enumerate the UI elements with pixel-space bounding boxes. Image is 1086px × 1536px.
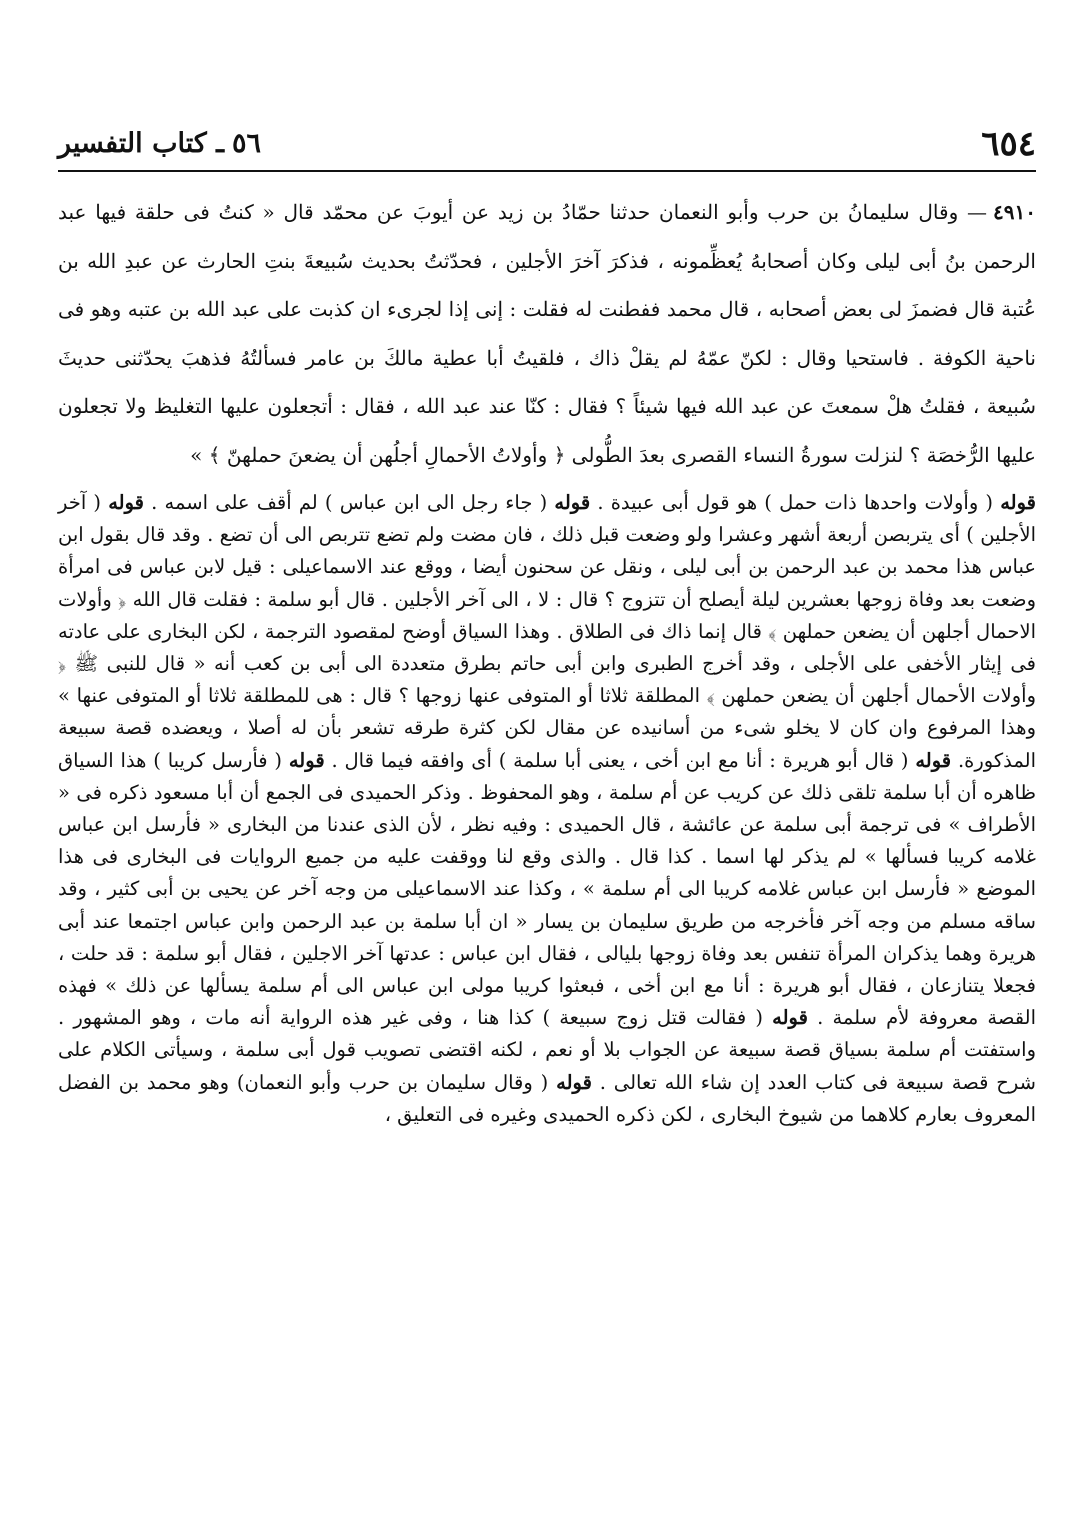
hadith-text-block: [58, 188, 1036, 479]
commentary-lead: قوله: [915, 748, 952, 772]
hadith-number: ٤٩١٠: [993, 200, 1036, 224]
commentary-text: ( قال أبو هريرة : أنا مع ابن أخى ، يعنى أبا سلمة ) أى وافقه فيما قال .: [324, 748, 916, 772]
running-title: [58, 128, 261, 159]
commentary-text: ( وأولات واحدها ذات حمل ) هو قول أبى عبيدة .: [590, 491, 1001, 514]
commentary-lead: قوله: [772, 1006, 808, 1030]
commentary-lead: قوله: [288, 748, 325, 772]
commentary-text: ( جاء رجل الى ابن عباس ) لم أقف على اسمه .: [144, 491, 555, 514]
commentary-text: ( فقالت قتل زوج سبيعة ) كذا هنا ، وفى غير هذه الرواية أنه مات ، وهو المشهور . واستفتت أم سلمة بسياق قصة سبيعة عن الجواب بلا أو نعم ، لكنه اقتضى تصويب قول أبى سلمة ، وسيأتى الكلام على شرح قصة سبيعة فى كتاب العدد إن شاء الله تعالى .: [58, 1006, 1036, 1094]
chapter-number: ٥٦: [232, 128, 262, 159]
commentary-lead: قوله: [108, 491, 144, 514]
page-header: [58, 118, 1036, 172]
book-page: [58, 118, 1036, 1508]
commentary-text: ( فأرسل كريبا ) هذا السياق ظاهره أن أبا سلمة تلقى ذلك عن كريب عن أم سلمة ، وهو المحفوظ . وذكر الحميدى فى الجمع أن أبا مسعود ذكره فى « الأطراف » فى ترجمة أبى سلمة عن عائشة ، قال الحميدى : وفيه نظر ، لأن الذى عندنا من البخارى « فأرسل ابن عباس غلامه كريبا فسألها » لم يذكر لها اسما . كذا قال . والذى وقع لنا ووقفت عليه من جميع الروايات فى البخارى فى هذا الموضع « فأرسل ابن عباس غلامه كريبا الى أم سلمة » ، وكذا عند الاسماعيلى من وجه آخر عن يحيى بن أبى كثير ، وقد ساقه مسلم من وجه آخر فأخرجه من طريق سليمان بن يسار « ان أبا سلمة بن عبد الرحمن وابن عباس اجتمعا عند أبى هريرة وهما يذكران المرأة تنفس بعد وفاة زوجها بليالى ، فقال ابن عباس : عدتها آخر الاجلين ، فقال أبو سلمة : قد حلت ، فجعلا يتنازعان ، فقال أبو هريرة : أنا مع ابن أخى ، فبعثوا كريبا مولى ابن عباس الى أم سلمة يسألها عن ذلك » فهذه القصة معروفة لأم سلمة .: [58, 748, 1036, 1030]
commentary-text: ( آخر الأجلين ) أى يتربصن أربعة أشهر وعشرا ولو وضعت قبل ذلك ، فان مضت ولم تضع تتربص الى أن تضع . وقد قال بقول ابن عباس هذا محمد بن عبد الرحمن بن أبى ليلى ، ونقل عن سحنون أيضا ، ووقع عند الاسماعيلى : قيل لابن عباس فى امرأة وضعت بعد وفاة زوجها بعشرين ليلة أيصلح أن تتزوج ؟ قال : لا ، الى آخر الأجلين . قال أبو سلمة : فقلت قال الله ﴿ وأولات الاحمال أجلهن أن يضعن حملهن ﴾ قال إنما ذاك فى الطلاق . وهذا السياق أوضح لمقصود الترجمة ، لكن البخارى على عادته فى إيثار الأخفى على الأجلى ، وقد أخرج الطبرى وابن أبى حاتم بطرق متعددة الى أبى بن كعب أنه « قال للنبى ﷺ ﴿ وأولات الأحمال أجلهن أن يضعن حملهن ﴾ المطلقة ثلاثا أو المتوفى عنها زوجها ؟ قال : هى للمطلقة ثلاثا أو المتوفى عنها » وهذا المرفوع وان كان لا يخلو شىء من أسانيده عن مقال لكن كثرة طرقه تشعر بأن له أصلا ، ويعضده قصة سبيعة المذكورة.: [58, 491, 1036, 772]
commentary-block: [58, 487, 1036, 1131]
book-title: ـ كتاب التفسير: [58, 128, 225, 159]
commentary-lead: قوله: [1000, 491, 1036, 514]
page-number: ٦٥٤: [981, 124, 1036, 164]
commentary-text: ( وقال سليمان بن حرب وأبو النعمان) وهو محمد بن الفضل المعروف بعارم كلاهما من شيوخ البخارى ، لكن ذكره الحميدى وغيره فى التعليق ،: [58, 1070, 1036, 1126]
hadith-text: — وقال سليمانُ بن حرب وأبو النعمان حدثنا حمّادُ بن زيد عن أيوبَ عن محمّد قال « كنتُ فى حلقة فيها عبد الرحمن بنُ أبى ليلى وكان أصحابهُ يُعظِّمونه ، فذكرَ آخرَ الأجلين ، فحدّثتُ بحديث سُبيعةَ بنتِ الحارث عن عبدِ الله بن عُتبة قال فضمزَ لى بعض أصحابه ، قال محمد ففطنت له فقلت : إنى إذا لجرىء ان كذبت على عبد الله بن عتبه وهو فى ناحية الكوفة . فاستحيا وقال : لكنّ عمّهُ لم يقلْ ذاك ، فلقيتُ أبا عطية مالكَ بن عامر فسألتُهُ فذهبَ يحدّثنى حديثَ سُبيعة ، فقلتُ هلْ سمعتَ عن عبد الله فيها شيئاً ؟ فقال : كنّا عند عبد الله ، فقال : أتجعلون عليها التغليظ ولا تجعلون عليها الرُّخصَة ؟ لنزلت سورةُ النساء القصرى بعدَ الطُّولى ﴿ وأولاتُ الأحمالِ أجلُهن أن يضعنَ حملهنّ ﴾ »: [58, 200, 1036, 467]
commentary-lead: قوله: [554, 491, 591, 514]
commentary-lead: قوله: [556, 1070, 592, 1094]
